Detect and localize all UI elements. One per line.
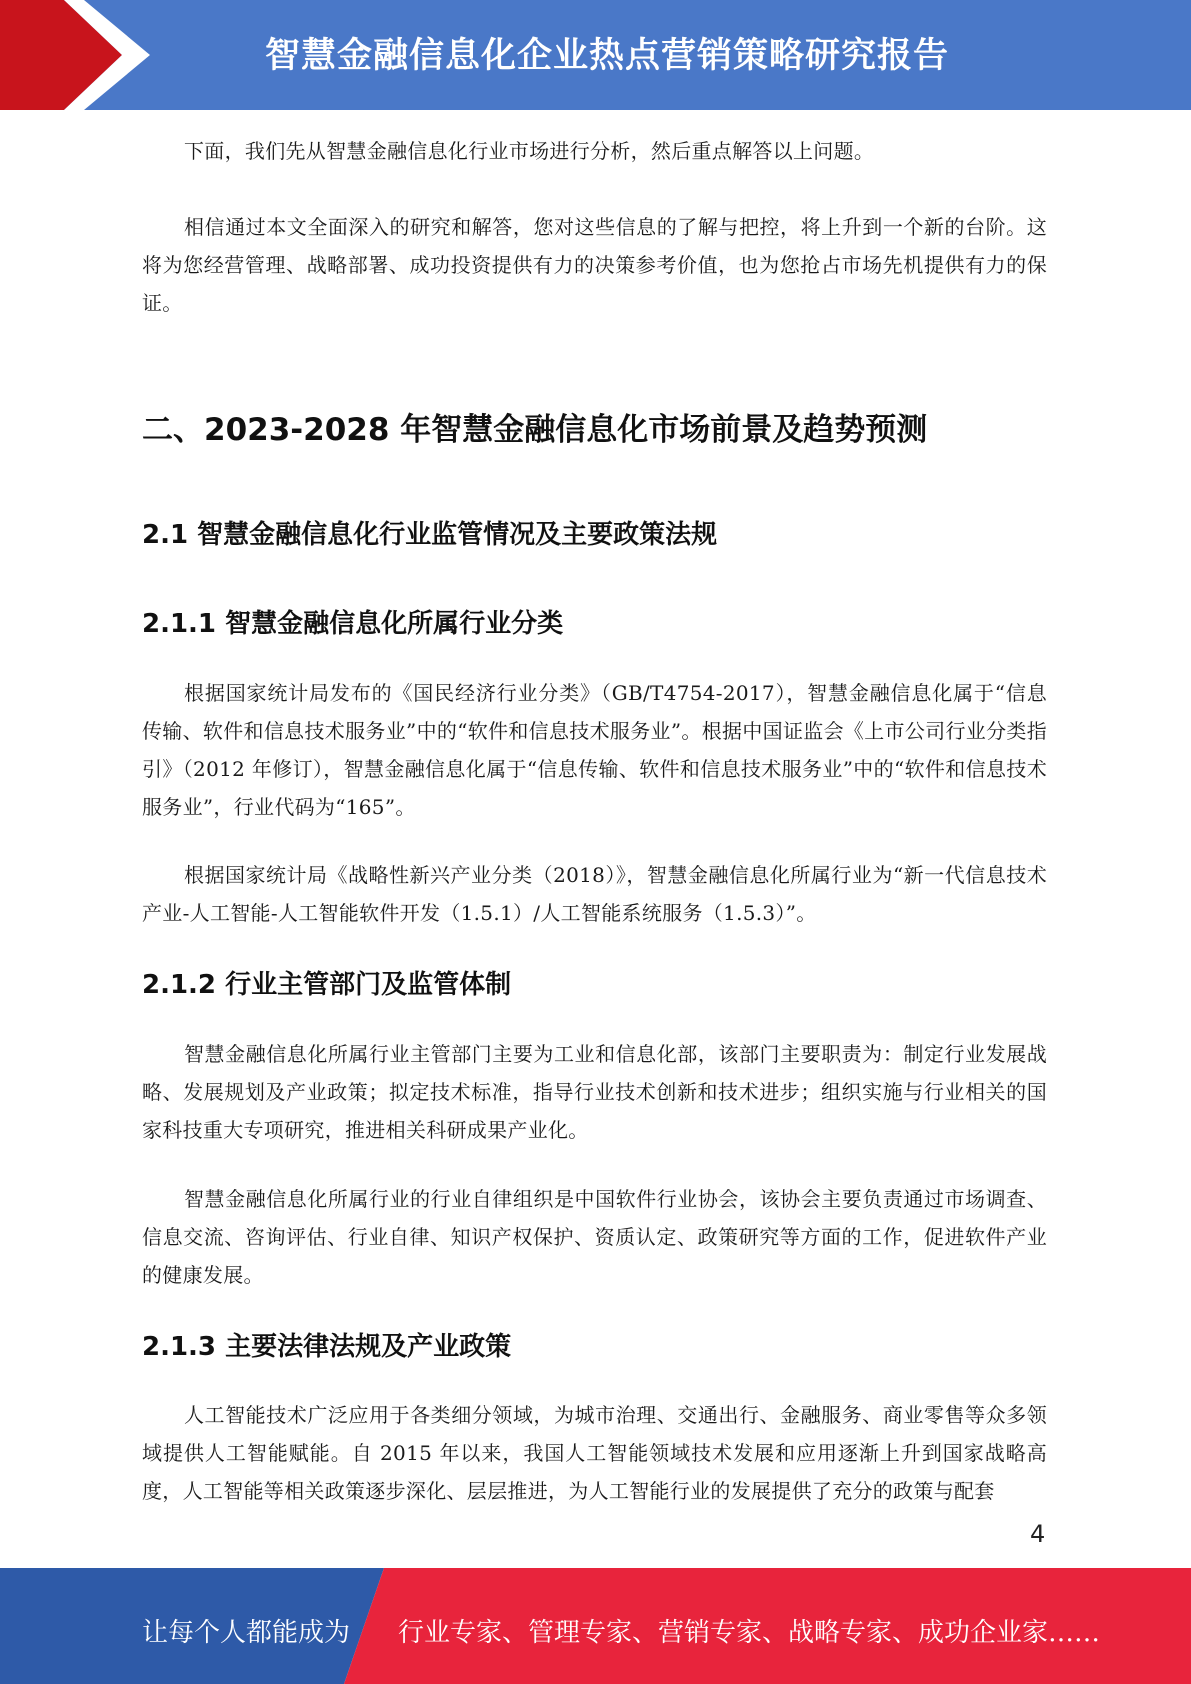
page-header <box>0 0 1191 110</box>
footer-slogan-left: 让每个人都能成为 <box>142 1618 351 1648</box>
page-footer <box>0 1568 1191 1684</box>
footer-slogan-right: 行业专家、管理专家、营销专家、战略专家、成功企业家…… <box>398 1618 1101 1648</box>
s212-paragraph-2: 智慧金融信息化所属行业的行业自律组织是中国软件行业协会，该协会主要负责通过市场调查、信息交流、咨询评估、行业自律、知识产权保护、资质认定、政策研究等方面的工作，促进软件产业的健康发展。 <box>142 1187 1047 1287</box>
page-number: 4 <box>1030 1520 1046 1548</box>
report-title: 智慧金融信息化企业热点营销策略研究报告 <box>265 36 950 76</box>
s211-block-1 <box>142 674 1047 826</box>
s212-block-2 <box>142 1180 1047 1294</box>
s213-paragraph-1: 人工智能技术广泛应用于各类细分领域，为城市治理、交通出行、金融服务、商业零售等众多领域提供人工智能赋能。自 2015 年以来，我国人工智能领域技术发展和应用逐渐上升到国家战略高度，人工智能等相关政策逐步深化、层层推进，为人工智能行业的发展提供了充分的政策与配套 <box>142 1403 1047 1503</box>
s213-block-1 <box>142 1396 1047 1510</box>
s211-block-2 <box>142 856 1047 932</box>
s211-paragraph-1: 根据国家统计局发布的《国民经济行业分类》（GB/T4754-2017），智慧金融信息化属于“信息传输、软件和信息技术服务业”中的“软件和信息技术服务业”。根据中国证监会《上市公司行业分类指引》（2012 年修订），智慧金融信息化属于“信息传输、软件和信息技术服务业”中的“软件和信息技术服务业”，行业代码为“165”。 <box>142 681 1047 819</box>
s211-paragraph-2: 根据国家统计局《战略性新兴产业分类（2018）》，智慧金融信息化所属行业为“新一代信息技术产业-人工智能-人工智能软件开发（1.5.1）/人工智能系统服务（1.5.3）”。 <box>142 863 1047 925</box>
intro-block <box>142 132 1047 170</box>
subsection-heading-2-1: 2.1 智慧金融信息化行业监管情况及主要政策法规 <box>142 520 718 550</box>
s212-block-1 <box>142 1035 1047 1149</box>
subsection-heading-2-1-3: 2.1.3 主要法律法规及产业政策 <box>142 1332 512 1362</box>
subsection-heading-2-1-1: 2.1.1 智慧金融信息化所属行业分类 <box>142 609 564 639</box>
subsection-heading-2-1-2: 2.1.2 行业主管部门及监管体制 <box>142 970 512 1000</box>
intro-block-2 <box>142 208 1047 322</box>
intro-paragraph-1: 下面，我们先从智慧金融信息化行业市场进行分析，然后重点解答以上问题。 <box>184 139 875 163</box>
section-heading: 二、2023-2028 年智慧金融信息化市场前景及趋势预测 <box>142 412 928 448</box>
intro-paragraph-2: 相信通过本文全面深入的研究和解答，您对这些信息的了解与把控，将上升到一个新的台阶。这将为您经营管理、战略部署、成功投资提供有力的决策参考价值，也为您抢占市场先机提供有力的保证。 <box>142 215 1047 315</box>
s212-paragraph-1: 智慧金融信息化所属行业主管部门主要为工业和信息化部，该部门主要职责为：制定行业发展战略、发展规划及产业政策；拟定技术标准，指导行业技术创新和技术进步；组织实施与行业相关的国家科技重大专项研究，推进相关科研成果产业化。 <box>142 1042 1047 1142</box>
